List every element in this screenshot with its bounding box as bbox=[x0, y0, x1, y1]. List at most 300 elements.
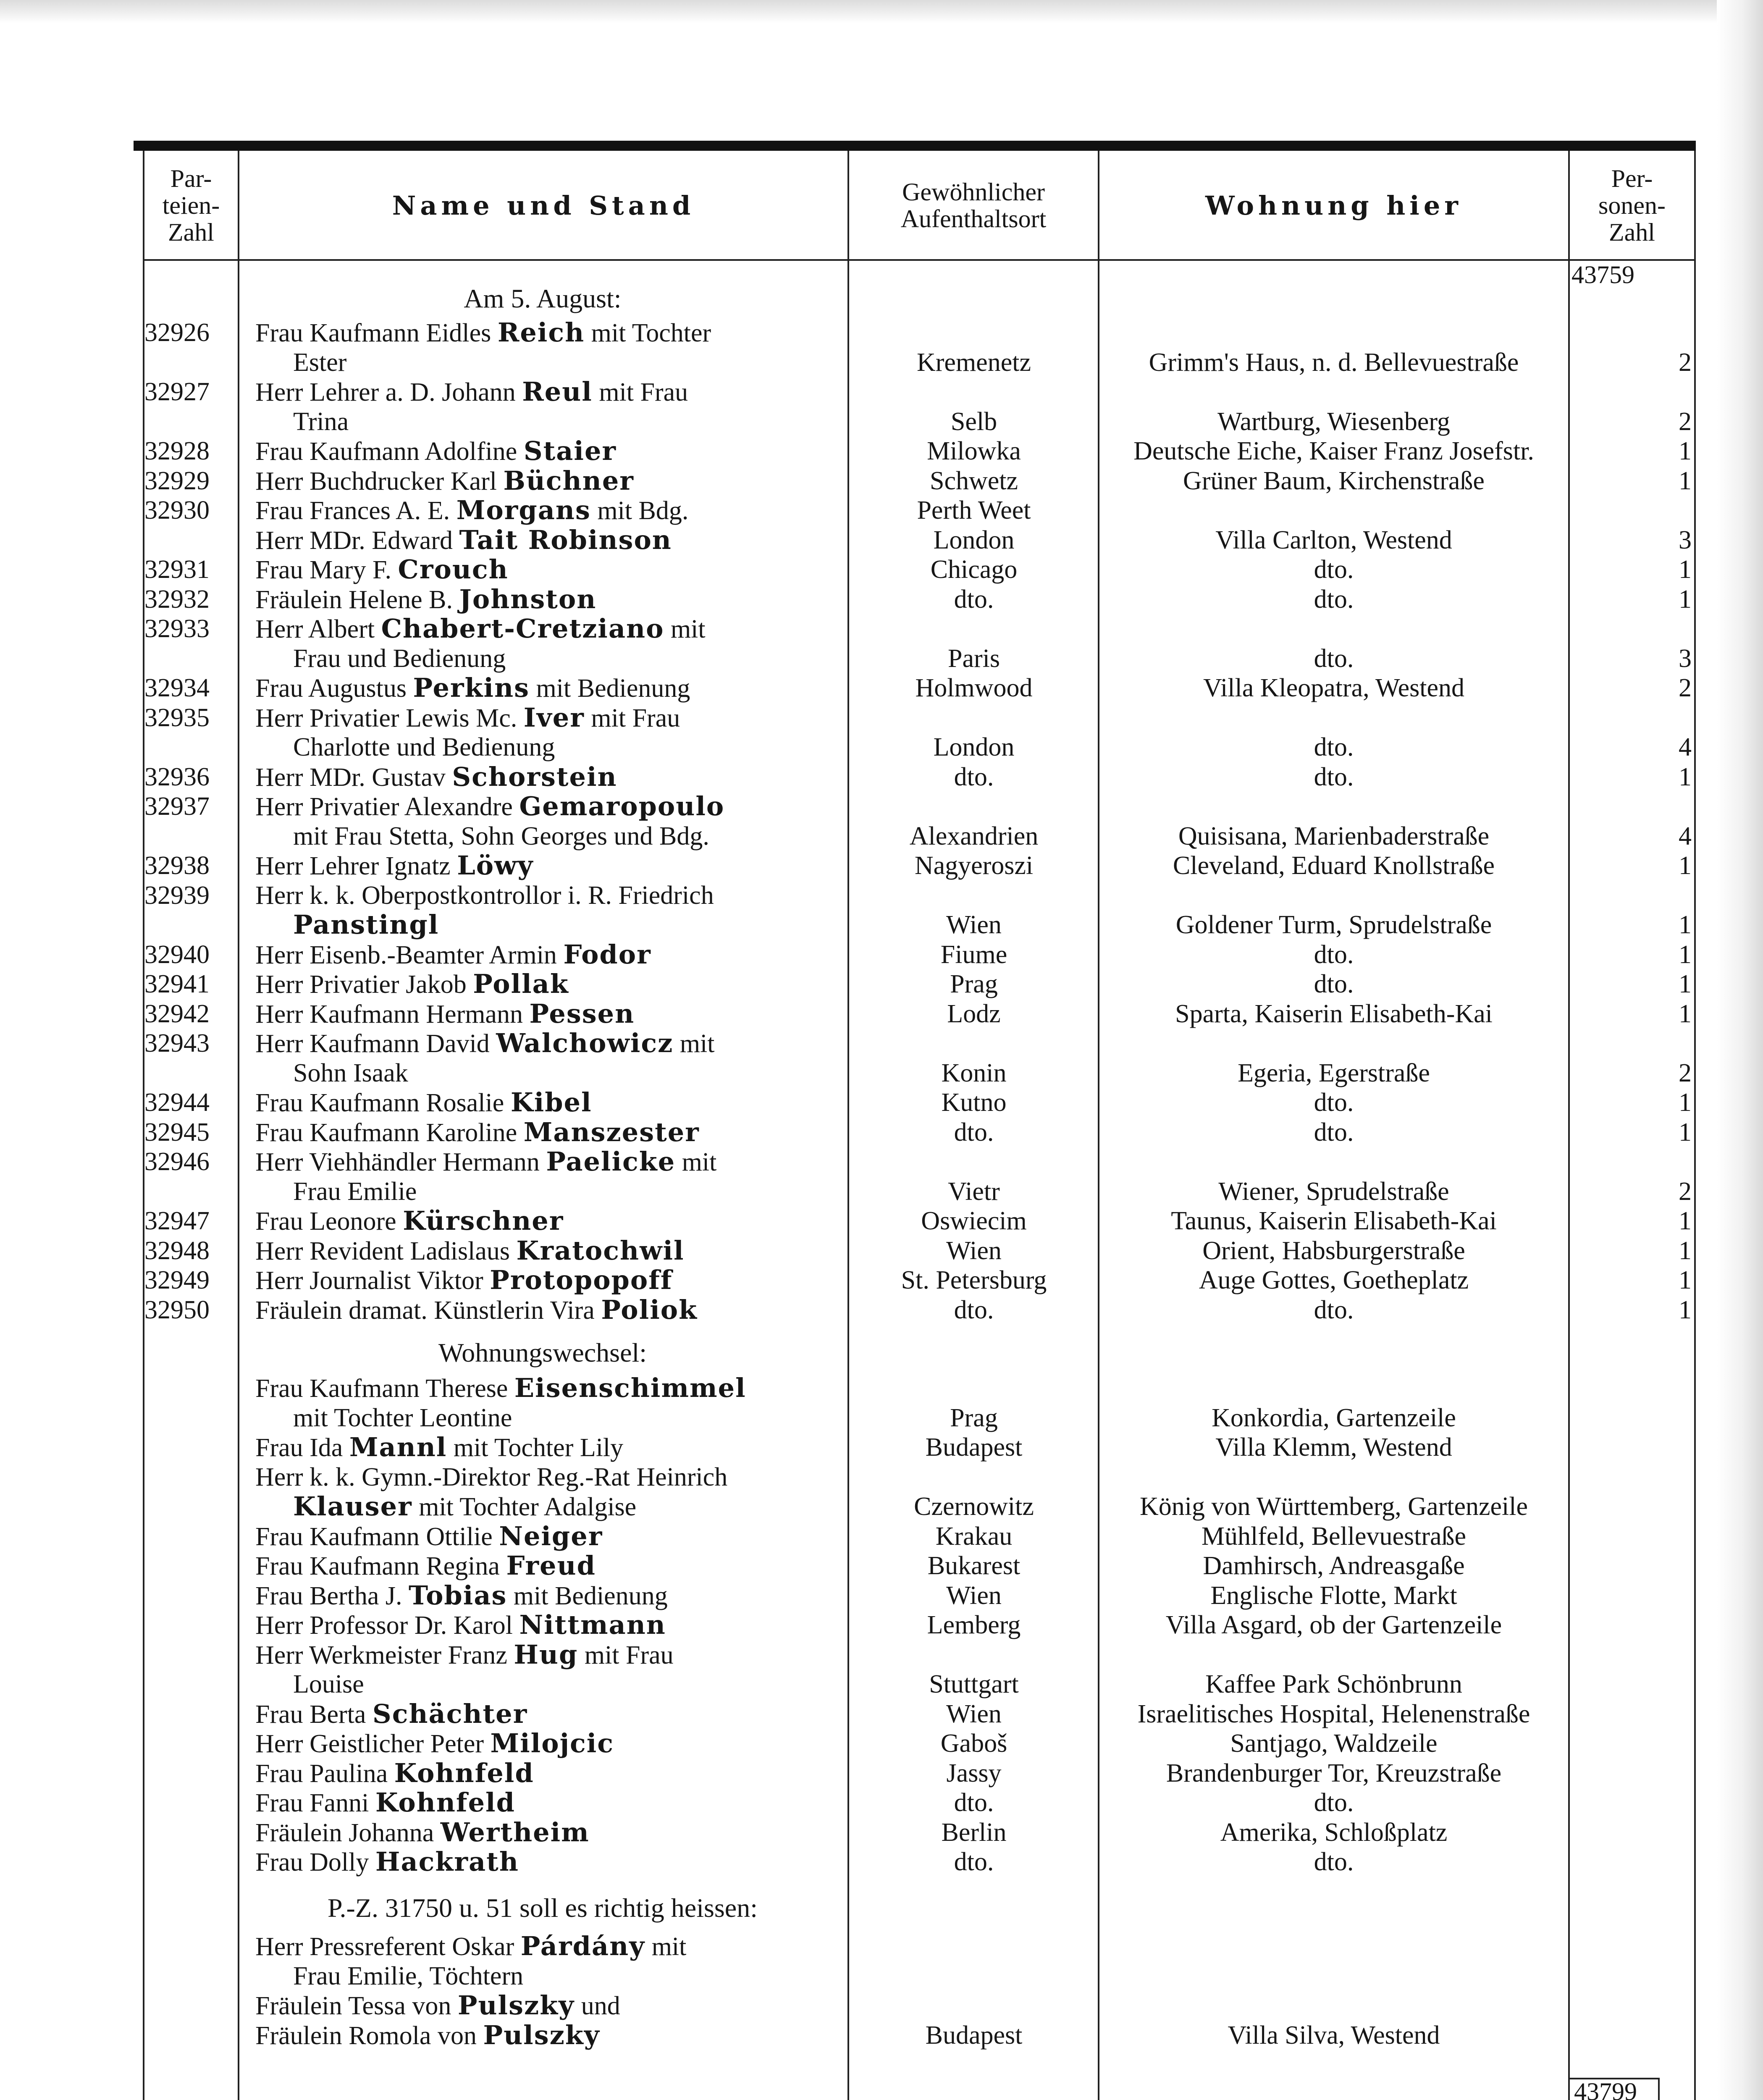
header-text: Per- bbox=[1611, 165, 1653, 192]
party-number: 32934 bbox=[144, 674, 210, 703]
name-text: Herr Privatier Jakob bbox=[255, 970, 473, 999]
name-text: mit Tochter Adalgise bbox=[412, 1493, 637, 1522]
name-text: Frau Frances A. E. bbox=[255, 496, 456, 525]
address-cell: Grüner Baum, Kirchenstraße bbox=[1183, 466, 1485, 495]
table-row bbox=[134, 1931, 1696, 1961]
surname: Tait Robinson bbox=[459, 525, 672, 555]
name-text: Frau Paulina bbox=[255, 1759, 394, 1788]
party-number: 32943 bbox=[144, 1029, 210, 1058]
table-row bbox=[134, 525, 1696, 555]
name-text: mit bbox=[664, 615, 706, 644]
table-row bbox=[134, 1640, 1696, 1670]
name-text: Charlotte und Bedienung bbox=[293, 733, 555, 762]
table-row bbox=[134, 1610, 1696, 1640]
person-count: 1 bbox=[1679, 466, 1692, 495]
name-cell bbox=[255, 1087, 835, 1118]
person-count: 1 bbox=[1679, 1295, 1692, 1324]
name-cell bbox=[255, 1758, 835, 1789]
address-cell: Damhirsch, Andreasgaße bbox=[1203, 1551, 1465, 1580]
section-heading-arrivals: Am 5. August: bbox=[464, 284, 622, 313]
address-cell: Villa Silva, Westend bbox=[1228, 2021, 1440, 2050]
name-text: Frau Mary F. bbox=[255, 556, 398, 585]
address-cell: Amerika, Schloßplatz bbox=[1220, 1818, 1448, 1847]
table-row bbox=[134, 910, 1696, 940]
header-text: teien- bbox=[162, 192, 220, 219]
name-text: mit bbox=[675, 1148, 717, 1177]
name-cell bbox=[255, 1847, 835, 1877]
table-row bbox=[134, 732, 1696, 762]
name-text: mit bbox=[645, 1932, 687, 1961]
name-cell bbox=[255, 1990, 835, 2021]
residence-cell: Lemberg bbox=[927, 1611, 1021, 1640]
table-row bbox=[134, 1990, 1696, 2021]
surname: Freud bbox=[506, 1551, 596, 1581]
surname: Kohnfeld bbox=[394, 1758, 534, 1788]
person-count: 1 bbox=[1679, 911, 1692, 940]
name-text: Frau Kaufmann Karoline bbox=[255, 1118, 524, 1147]
surname: Hackrath bbox=[375, 1847, 519, 1877]
address-cell: Villa Kleopatra, Westend bbox=[1203, 674, 1464, 703]
name-text: Herr k. k. Gymn.-Direktor Reg.-Rat Heinrich bbox=[255, 1462, 728, 1491]
party-number: 32932 bbox=[144, 585, 210, 614]
person-count: 2 bbox=[1679, 1058, 1692, 1087]
page-edge-right bbox=[1717, 0, 1763, 2100]
table-row bbox=[134, 969, 1696, 999]
table-row bbox=[134, 1087, 1696, 1118]
name-text: Frau Ida bbox=[255, 1433, 349, 1462]
name-text: Fräulein Johanna bbox=[255, 1818, 441, 1847]
name-text: Herr MDr. Gustav bbox=[255, 763, 452, 792]
address-cell: dto. bbox=[1314, 1788, 1354, 1817]
residence-cell: Fiume bbox=[940, 940, 1007, 969]
residence-cell: Jassy bbox=[946, 1759, 1002, 1788]
residence-cell: Wien bbox=[946, 1699, 1002, 1728]
name-text: Herr Kaufmann David bbox=[255, 1029, 496, 1058]
name-text: mit Bdg. bbox=[590, 496, 689, 525]
address-cell: Brandenburger Tor, Kreuzstraße bbox=[1166, 1759, 1502, 1788]
table-row bbox=[134, 762, 1696, 792]
name-cell bbox=[255, 850, 835, 881]
name-cell bbox=[255, 1931, 835, 1962]
name-text: Frau Fanni bbox=[255, 1789, 375, 1818]
table-row bbox=[134, 999, 1696, 1029]
table-row bbox=[134, 584, 1696, 614]
name-text: Herr Pressreferent Oskar bbox=[255, 1932, 521, 1961]
page-edge-top bbox=[0, 0, 1763, 23]
name-text: Herr Werkmeister Franz bbox=[255, 1641, 514, 1670]
person-count: 1 bbox=[1679, 585, 1692, 614]
name-cell bbox=[255, 1373, 835, 1404]
table-row bbox=[134, 1265, 1696, 1295]
name-cell bbox=[255, 880, 835, 911]
address-cell: dto. bbox=[1314, 1088, 1354, 1117]
name-text: mit Bedienung bbox=[507, 1581, 668, 1610]
name-cell bbox=[255, 940, 835, 970]
table-row bbox=[134, 1373, 1696, 1403]
table-row bbox=[134, 1788, 1696, 1818]
residence-cell: Lodz bbox=[947, 999, 1001, 1028]
name-text: Frau Kaufmann Rosalie bbox=[255, 1089, 511, 1118]
surname: Staier bbox=[523, 436, 617, 467]
residence-cell: London bbox=[933, 733, 1015, 762]
residence-cell: Stuttgart bbox=[929, 1670, 1019, 1699]
person-count: 1 bbox=[1679, 437, 1692, 466]
person-count: 1 bbox=[1679, 555, 1692, 584]
name-cell bbox=[255, 1236, 835, 1266]
surname: Chabert-Cretziano bbox=[381, 614, 664, 644]
name-text: mit Frau bbox=[578, 1641, 674, 1670]
name-cell bbox=[255, 466, 835, 496]
person-count: 1 bbox=[1679, 999, 1692, 1028]
address-cell: dto. bbox=[1314, 733, 1354, 762]
table-row bbox=[134, 1491, 1696, 1522]
person-count: 2 bbox=[1679, 348, 1692, 377]
residence-cell: dto. bbox=[954, 585, 994, 614]
name-cell bbox=[293, 1403, 873, 1433]
residence-cell: Budapest bbox=[925, 2021, 1023, 2050]
name-cell bbox=[293, 1669, 873, 1699]
party-number: 32948 bbox=[144, 1236, 210, 1265]
residence-cell: Wien bbox=[946, 1581, 1002, 1610]
table-row bbox=[134, 1580, 1696, 1611]
name-cell bbox=[255, 436, 835, 467]
name-cell bbox=[255, 1462, 835, 1492]
section-heading-change: Wohnungswechsel: bbox=[438, 1337, 647, 1368]
party-number: 32950 bbox=[144, 1295, 210, 1324]
residence-cell: Prag bbox=[950, 970, 998, 999]
name-cell bbox=[255, 1521, 835, 1552]
name-cell bbox=[255, 377, 835, 407]
table-row bbox=[134, 1551, 1696, 1581]
header-address bbox=[1099, 155, 1568, 256]
person-count: 3 bbox=[1679, 525, 1692, 554]
table-row bbox=[134, 1147, 1696, 1177]
surname: Johnston bbox=[459, 584, 597, 614]
name-cell bbox=[255, 1265, 835, 1296]
residence-cell: Bukarest bbox=[927, 1551, 1021, 1580]
surname: Tobias bbox=[409, 1580, 507, 1611]
residence-cell: Czernowitz bbox=[914, 1492, 1034, 1521]
name-text: Frau Kaufmann Adolfine bbox=[255, 437, 524, 466]
residence-cell: Gaboš bbox=[940, 1729, 1007, 1758]
address-cell: dto. bbox=[1314, 1118, 1354, 1147]
surname: Fodor bbox=[563, 939, 651, 970]
surname: Neiger bbox=[499, 1521, 603, 1551]
party-number: 32928 bbox=[144, 437, 210, 466]
name-cell bbox=[255, 1699, 835, 1730]
address-cell: Grimm's Haus, n. d. Bellevuestraße bbox=[1149, 348, 1519, 377]
surname: Reul bbox=[522, 377, 593, 407]
residence-cell: Wien bbox=[946, 1236, 1002, 1265]
header-text: Aufenthaltsort bbox=[900, 205, 1047, 233]
header-text: Wohnung hier bbox=[1205, 190, 1462, 221]
running-total-start: 43759 bbox=[1571, 261, 1634, 289]
name-cell bbox=[293, 910, 873, 940]
running-total-end: 43799 bbox=[1574, 2078, 1637, 2100]
person-count: 1 bbox=[1679, 1118, 1692, 1147]
residence-cell: Nagyeroszi bbox=[914, 851, 1034, 880]
name-cell bbox=[255, 1610, 835, 1641]
party-number: 32947 bbox=[144, 1207, 210, 1236]
name-text: Fräulein Helene B. bbox=[255, 585, 459, 614]
residence-cell: Selb bbox=[950, 407, 997, 436]
residence-cell: Prag bbox=[950, 1403, 998, 1432]
residence-cell: Perth Weet bbox=[917, 496, 1031, 525]
name-cell bbox=[293, 1961, 873, 1991]
residence-cell: dto. bbox=[954, 1788, 994, 1817]
residence-cell: London bbox=[933, 525, 1015, 554]
person-count: 4 bbox=[1679, 822, 1692, 850]
name-cell bbox=[255, 703, 835, 733]
residence-cell: Paris bbox=[948, 644, 1000, 673]
surname: Protopopoff bbox=[490, 1265, 673, 1296]
table-row bbox=[134, 1206, 1696, 1236]
name-cell bbox=[255, 2020, 835, 2051]
name-text: Herr Lehrer a. D. Johann bbox=[255, 378, 522, 407]
address-cell: Kaffee Park Schönbrunn bbox=[1205, 1670, 1462, 1699]
address-cell: dto. bbox=[1314, 762, 1354, 791]
name-text: Herr Eisenb.-Beamter Armin bbox=[255, 940, 564, 969]
address-cell: Israelitisches Hospital, Helenenstraße bbox=[1137, 1699, 1530, 1728]
table-row bbox=[134, 1699, 1696, 1729]
surname: Morgans bbox=[456, 495, 591, 526]
table-row bbox=[134, 347, 1696, 378]
person-count: 1 bbox=[1679, 1207, 1692, 1236]
table-row bbox=[134, 1295, 1696, 1325]
residence-cell: Vietr bbox=[948, 1177, 1000, 1206]
address-cell: Sparta, Kaiserin Elisabeth-Kai bbox=[1175, 999, 1493, 1028]
address-cell: Santjago, Waldzeile bbox=[1230, 1729, 1438, 1758]
address-cell: Mühlfeld, Bellevuestraße bbox=[1201, 1522, 1467, 1551]
name-text: Frau Augustus bbox=[255, 674, 413, 703]
surname: Eisenschimmel bbox=[514, 1373, 746, 1404]
name-cell bbox=[293, 1491, 873, 1522]
party-number: 32931 bbox=[144, 555, 210, 584]
name-cell bbox=[255, 1640, 835, 1670]
guest-list-table bbox=[134, 141, 1696, 2100]
table-row bbox=[134, 1728, 1696, 1759]
party-number: 32936 bbox=[144, 762, 210, 791]
surname: Milojcic bbox=[490, 1728, 614, 1759]
name-text: mit Frau bbox=[592, 378, 688, 407]
address-cell: Taunus, Kaiserin Elisabeth-Kai bbox=[1171, 1207, 1497, 1236]
residence-cell: Konin bbox=[941, 1058, 1007, 1087]
table-row bbox=[134, 436, 1696, 466]
name-cell bbox=[293, 347, 873, 378]
name-cell bbox=[255, 318, 835, 348]
residence-cell: St. Petersburg bbox=[901, 1266, 1047, 1295]
name-text: Herr Kaufmann Hermann bbox=[255, 1000, 530, 1029]
surname: Panstingl bbox=[293, 910, 439, 940]
name-text: Frau Leonore bbox=[255, 1207, 403, 1236]
table-row bbox=[134, 1117, 1696, 1147]
surname: Hug bbox=[514, 1639, 578, 1670]
party-number: 32935 bbox=[144, 703, 210, 732]
header-text: Par- bbox=[170, 165, 212, 192]
name-text: Sohn Isaak bbox=[293, 1058, 408, 1087]
name-text: Frau Kaufmann Eidles bbox=[255, 319, 498, 348]
name-text: Frau Kaufmann Ottilie bbox=[255, 1522, 499, 1551]
name-cell bbox=[255, 1817, 835, 1848]
residence-cell: Alexandrien bbox=[909, 822, 1039, 850]
surname: Büchner bbox=[503, 465, 634, 496]
address-cell: dto. bbox=[1314, 970, 1354, 999]
residence-cell: Oswiecim bbox=[921, 1207, 1027, 1236]
header-residence bbox=[849, 155, 1098, 256]
table-row bbox=[134, 1521, 1696, 1551]
name-text: mit Tochter Leontine bbox=[293, 1403, 512, 1432]
table-row bbox=[134, 1758, 1696, 1788]
name-text: mit bbox=[673, 1029, 715, 1058]
name-text: Trina bbox=[293, 407, 349, 436]
name-text: Fräulein Tessa von bbox=[255, 1992, 458, 2021]
party-number: 32949 bbox=[144, 1266, 210, 1295]
person-count: 1 bbox=[1679, 1266, 1692, 1295]
name-cell bbox=[255, 614, 835, 644]
surname: Mannl bbox=[349, 1432, 447, 1463]
name-text: Frau Kaufmann Therese bbox=[255, 1374, 514, 1403]
table-row bbox=[134, 1176, 1696, 1207]
table-row bbox=[134, 466, 1696, 496]
person-count: 2 bbox=[1679, 674, 1692, 703]
party-number: 32938 bbox=[144, 851, 210, 880]
address-cell: Englische Flotte, Markt bbox=[1210, 1581, 1457, 1610]
person-count: 1 bbox=[1679, 1088, 1692, 1117]
residence-cell: Chicago bbox=[930, 555, 1018, 584]
name-text: mit Frau bbox=[584, 704, 680, 732]
address-cell: Egeria, Egerstraße bbox=[1238, 1058, 1430, 1087]
surname: Schorstein bbox=[452, 761, 617, 792]
table-row bbox=[134, 791, 1696, 822]
header-text: Gewöhnlicher bbox=[902, 178, 1045, 206]
person-count: 1 bbox=[1679, 970, 1692, 999]
table-row bbox=[134, 1462, 1696, 1492]
address-cell: Wartburg, Wiesenberg bbox=[1217, 407, 1450, 436]
address-cell: dto. bbox=[1314, 555, 1354, 584]
name-cell bbox=[293, 1058, 873, 1088]
surname: Pollak bbox=[473, 969, 569, 1000]
name-text: mit Tochter Lily bbox=[447, 1433, 624, 1462]
residence-cell: Krakau bbox=[935, 1522, 1013, 1551]
residence-cell: dto. bbox=[954, 1118, 994, 1147]
name-cell bbox=[255, 791, 835, 822]
surname: Walchowicz bbox=[496, 1028, 674, 1059]
table-row bbox=[134, 2020, 1696, 2050]
residence-cell: Holmwood bbox=[915, 674, 1033, 703]
name-cell bbox=[255, 1147, 835, 1177]
name-text: Herr Privatier Alexandre bbox=[255, 793, 519, 822]
party-number: 32939 bbox=[144, 881, 210, 910]
address-cell: Quisisana, Marienbaderstraße bbox=[1178, 822, 1490, 850]
table-row bbox=[134, 1236, 1696, 1266]
table-row bbox=[134, 821, 1696, 851]
residence-cell: dto. bbox=[954, 1848, 994, 1877]
surname: Reich bbox=[497, 318, 585, 348]
residence-cell: Kutno bbox=[941, 1088, 1007, 1117]
name-text: Herr MDr. Edward bbox=[255, 526, 459, 555]
residence-cell: dto. bbox=[954, 1295, 994, 1324]
name-cell bbox=[293, 732, 873, 762]
address-cell: dto. bbox=[1314, 940, 1354, 969]
party-number: 32926 bbox=[144, 318, 210, 347]
name-cell bbox=[255, 1028, 835, 1059]
address-cell: Villa Asgard, ob der Gartenzeile bbox=[1165, 1611, 1502, 1640]
name-text: Louise bbox=[293, 1670, 364, 1699]
name-cell bbox=[255, 1580, 835, 1611]
surname: Gemaropoulo bbox=[519, 791, 725, 822]
name-text: Frau Emilie bbox=[293, 1177, 417, 1206]
table-row bbox=[134, 1028, 1696, 1058]
party-number: 32930 bbox=[144, 496, 210, 525]
address-cell: König von Württemberg, Gartenzeile bbox=[1140, 1492, 1528, 1521]
table-row bbox=[134, 554, 1696, 585]
name-text: Frau Dolly bbox=[255, 1848, 375, 1877]
header-text: Zahl bbox=[168, 218, 214, 246]
name-text: mit Frau Stetta, Sohn Georges und Bdg. bbox=[293, 822, 709, 850]
name-cell bbox=[255, 762, 835, 793]
table-row bbox=[134, 940, 1696, 970]
table-row bbox=[134, 1058, 1696, 1088]
name-text: Ester bbox=[293, 348, 347, 377]
name-text: Herr k. k. Oberpostkontrollor i. R. Friedrich bbox=[255, 881, 714, 910]
name-text: Fräulein Romola von bbox=[255, 2021, 483, 2050]
surname: Manszester bbox=[523, 1117, 700, 1147]
surname: Iver bbox=[523, 702, 585, 733]
surname: Pessen bbox=[529, 998, 635, 1029]
header-text: sonen- bbox=[1598, 192, 1666, 219]
name-cell bbox=[255, 1295, 835, 1326]
surname: Pulszky bbox=[457, 1990, 575, 2021]
header-person-count bbox=[1570, 155, 1694, 256]
header-name bbox=[239, 155, 847, 256]
name-cell bbox=[255, 495, 835, 526]
address-cell: dto. bbox=[1314, 585, 1354, 614]
party-number: 32933 bbox=[144, 614, 210, 643]
residence-cell: dto. bbox=[954, 762, 994, 791]
name-text: Herr Buchdrucker Karl bbox=[255, 467, 504, 496]
residence-cell: Schwetz bbox=[929, 466, 1018, 495]
party-number: 32927 bbox=[144, 378, 210, 407]
surname: Pulszky bbox=[483, 2020, 600, 2050]
table-row bbox=[134, 614, 1696, 644]
header-text: Name und Stand bbox=[392, 190, 695, 221]
name-text: Herr Viehhändler Hermann bbox=[255, 1148, 546, 1177]
surname: Poliok bbox=[601, 1294, 698, 1325]
party-number: 32942 bbox=[144, 999, 210, 1028]
name-text: Herr Journalist Viktor bbox=[255, 1266, 490, 1295]
name-cell bbox=[255, 1551, 835, 1581]
person-count: 4 bbox=[1679, 733, 1692, 762]
name-cell bbox=[255, 969, 835, 1000]
table-row bbox=[134, 880, 1696, 911]
address-cell: Cleveland, Eduard Knollstraße bbox=[1173, 851, 1495, 880]
name-cell bbox=[255, 1728, 835, 1759]
name-text: Herr Revident Ladislaus bbox=[255, 1236, 517, 1265]
address-cell: Deutsche Eiche, Kaiser Franz Josefstr. bbox=[1133, 437, 1534, 466]
table-row bbox=[134, 673, 1696, 703]
surname: Párdány bbox=[520, 1931, 645, 1962]
name-text: Herr Privatier Lewis Mc. bbox=[255, 704, 524, 732]
table-row bbox=[134, 1432, 1696, 1462]
name-cell bbox=[293, 643, 873, 674]
name-text: Frau und Bedienung bbox=[293, 644, 506, 673]
surname: Wertheim bbox=[440, 1817, 590, 1848]
party-number: 32937 bbox=[144, 792, 210, 821]
party-number: 32940 bbox=[144, 940, 210, 969]
surname: Schächter bbox=[372, 1698, 528, 1729]
name-cell bbox=[255, 525, 835, 556]
name-text: Frau Kaufmann Regina bbox=[255, 1552, 506, 1581]
